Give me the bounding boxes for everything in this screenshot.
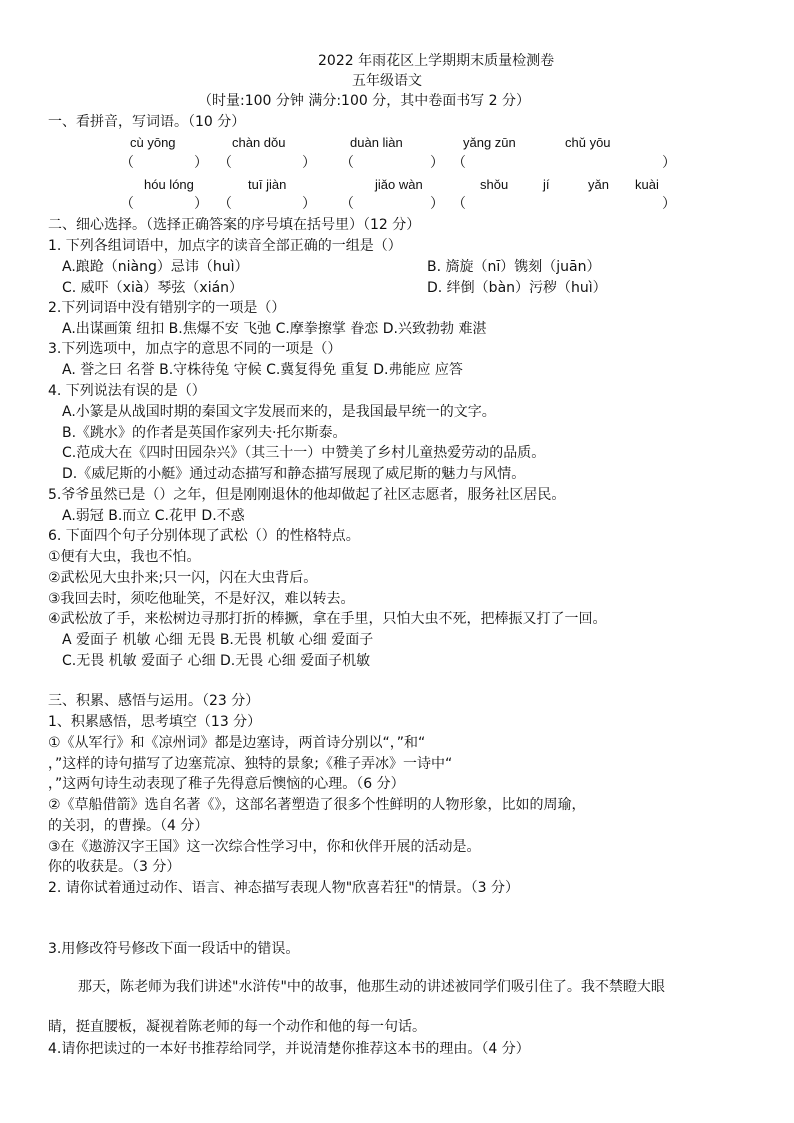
option-a: A.小篆是从战国时期的秦国文字发展而来的，是我国最早统一的文字。 (62, 404, 496, 420)
answer-bracket-close: ） (194, 196, 208, 212)
question-5: 5.爷爷虽然已是（）之年，但是刚刚退休的他却做起了社区志愿者，服务社区居民。 (48, 487, 566, 503)
fill-in-line: ②《草船借箭》选自名著《》，这部名著塑造了很多个性鲜明的人物形象，比如的周瑜， (48, 797, 586, 813)
exam-meta: （时量:100 分钟 满分:100 分，其中卷面书写 2 分） (198, 93, 531, 109)
option-d: D.《威尼斯的小艇》通过动态描写和静态描写展现了威尼斯的魅力与风情。 (62, 466, 526, 482)
answer-bracket-close: ） (662, 155, 676, 171)
fill-in-line: ①《从军行》和《凉州词》都是边塞诗，两首诗分别以“，”和“ (48, 735, 426, 751)
section2-heading: 二、细心选择。（选择正确答案的序号填在括号里）（12 分） (48, 217, 421, 233)
paragraph-line: 那天，陈老师为我们讲述"水浒传"中的故事，他那生动的讲述被同学们吸引住了。我不禁瞪大眼 (78, 979, 665, 995)
pinyin-item: yǎng zūn (463, 135, 516, 150)
fill-in-line: 你的收获是。（3 分） (48, 859, 181, 875)
question-1: 1、积累感悟，思考填空（13 分） (48, 714, 262, 730)
question-6-options-ab: A 爱面子 机敏 心细 无畏 B.无畏 机敏 心细 爱面子 (62, 632, 374, 648)
section1-heading: 一、看拼音，写词语。（10 分） (48, 114, 246, 130)
question-6: 6. 下面四个句子分别体现了武松（）的性格特点。 (48, 528, 360, 544)
pinyin-item: chàn dǒu (232, 135, 286, 150)
pinyin-item: duàn liàn (350, 135, 403, 150)
option-a: A.踉跄（niàng）忌讳（huì） (62, 259, 249, 275)
sentence-3: ③我回去时，须吃他耻笑，不是好汉，难以转去。 (48, 591, 355, 607)
answer-bracket-close: ） (302, 155, 316, 171)
option-b: B.《跳水》的作者是英国作家列夫·托尔斯泰。 (62, 425, 347, 441)
paragraph-line: 睛，挺直腰板，凝视着陈老师的每一个动作和他的每一句话。 (48, 1019, 426, 1035)
pinyin-item: jiǎo wàn (375, 177, 423, 192)
fill-in-line: ，”这样的诗句描写了边塞荒凉、独特的景象;《稚子弄冰》一诗中“ (48, 756, 453, 772)
pinyin-item: chǔ yōu (565, 135, 611, 150)
pinyin-item: kuài (635, 177, 659, 192)
question-3: 3.下列选项中，加点字的意思不同的一项是（） (48, 341, 342, 357)
section3-heading: 三、积累、感悟与运用。（23 分） (48, 693, 260, 709)
answer-bracket-open: （ (120, 196, 134, 212)
question-2: 2.下列词语中没有错别字的一项是（） (48, 300, 286, 316)
pinyin-item: tuī jiàn (248, 177, 287, 192)
answer-bracket-open: （ (340, 196, 354, 212)
fill-in-line: 的关羽，的曹操。（4 分） (48, 818, 209, 834)
sentence-2: ②武松见大虫扑来;只一闪，闪在大虫背后。 (48, 570, 318, 586)
answer-bracket-open: （ (218, 155, 232, 171)
exam-title: 2022 年雨花区上学期期末质量检测卷 (318, 53, 555, 69)
exam-subtitle: 五年级语文 (352, 73, 422, 89)
question-3: 3.用修改符号修改下面一段话中的错误。 (48, 941, 300, 957)
answer-bracket-close: ） (302, 196, 316, 212)
option-d: D. 绊倒（bàn）污秽（huì） (427, 280, 607, 296)
option-b: B. 旖旋（nī）镌刻（juān） (427, 259, 601, 275)
question-4: 4. 下列说法有误的是（） (48, 383, 206, 399)
question-5-options: A.弱冠 B.而立 C.花甲 D.不惑 (62, 508, 245, 524)
answer-bracket-open: （ (452, 155, 466, 171)
answer-bracket-open: （ (218, 196, 232, 212)
question-1: 1. 下列各组词语中，加点字的读音全部正确的一组是（） (48, 238, 402, 254)
answer-bracket-close: ） (430, 155, 444, 171)
option-c: C.范成大在《四时田园杂兴》（其三十一）中赞美了乡村儿童热爱劳动的品质。 (62, 445, 546, 461)
question-3-options: A. 誉之曰 名誉 B.守株待兔 守候 C.冀复得免 重复 D.弗能应 应答 (62, 362, 463, 378)
pinyin-item: hóu lóng (144, 177, 194, 192)
sentence-1: ①便有大虫，我也不怕。 (48, 549, 201, 565)
answer-bracket-close: ） (430, 196, 444, 212)
pinyin-item: yǎn (588, 177, 609, 192)
sentence-4: ④武松放了手，来松树边寻那打折的棒撅，拿在手里，只怕大虫不死，把棒振又打了一回。 (48, 611, 607, 627)
fill-in-line: ，”这两句诗生动表现了稚子先得意后懊恼的心理。（6 分） (48, 776, 405, 792)
answer-bracket-close: ） (194, 155, 208, 171)
pinyin-item: cù yōng (130, 135, 176, 150)
question-4: 4.请你把读过的一本好书推荐给同学，并说清楚你推荐这本书的理由。（4 分） (48, 1041, 530, 1057)
pinyin-item: jí (543, 177, 550, 192)
answer-bracket-open: （ (452, 196, 466, 212)
fill-in-line: ③在《遨游汉字王国》这一次综合性学习中，你和伙伴开展的活动是。 (48, 839, 481, 855)
answer-bracket-close: ） (662, 196, 676, 212)
question-6-options-cd: C.无畏 机敏 爱面子 心细 D.无畏 心细 爱面子机敏 (62, 653, 371, 669)
answer-bracket-open: （ (340, 155, 354, 171)
answer-bracket-open: （ (120, 155, 134, 171)
option-c: C. 威吓（xià）琴弦（xián） (62, 280, 244, 296)
question-2: 2. 请你试着通过动作、语言、神态描写表现人物"欣喜若狂"的情景。（3 分） (48, 880, 520, 896)
question-2-options: A.出谋画策 纽扣 B.焦爆不安 飞弛 C.摩拳擦掌 眷恋 D.兴致勃勃 难湛 (62, 321, 487, 337)
pinyin-item: shǒu (480, 177, 509, 192)
